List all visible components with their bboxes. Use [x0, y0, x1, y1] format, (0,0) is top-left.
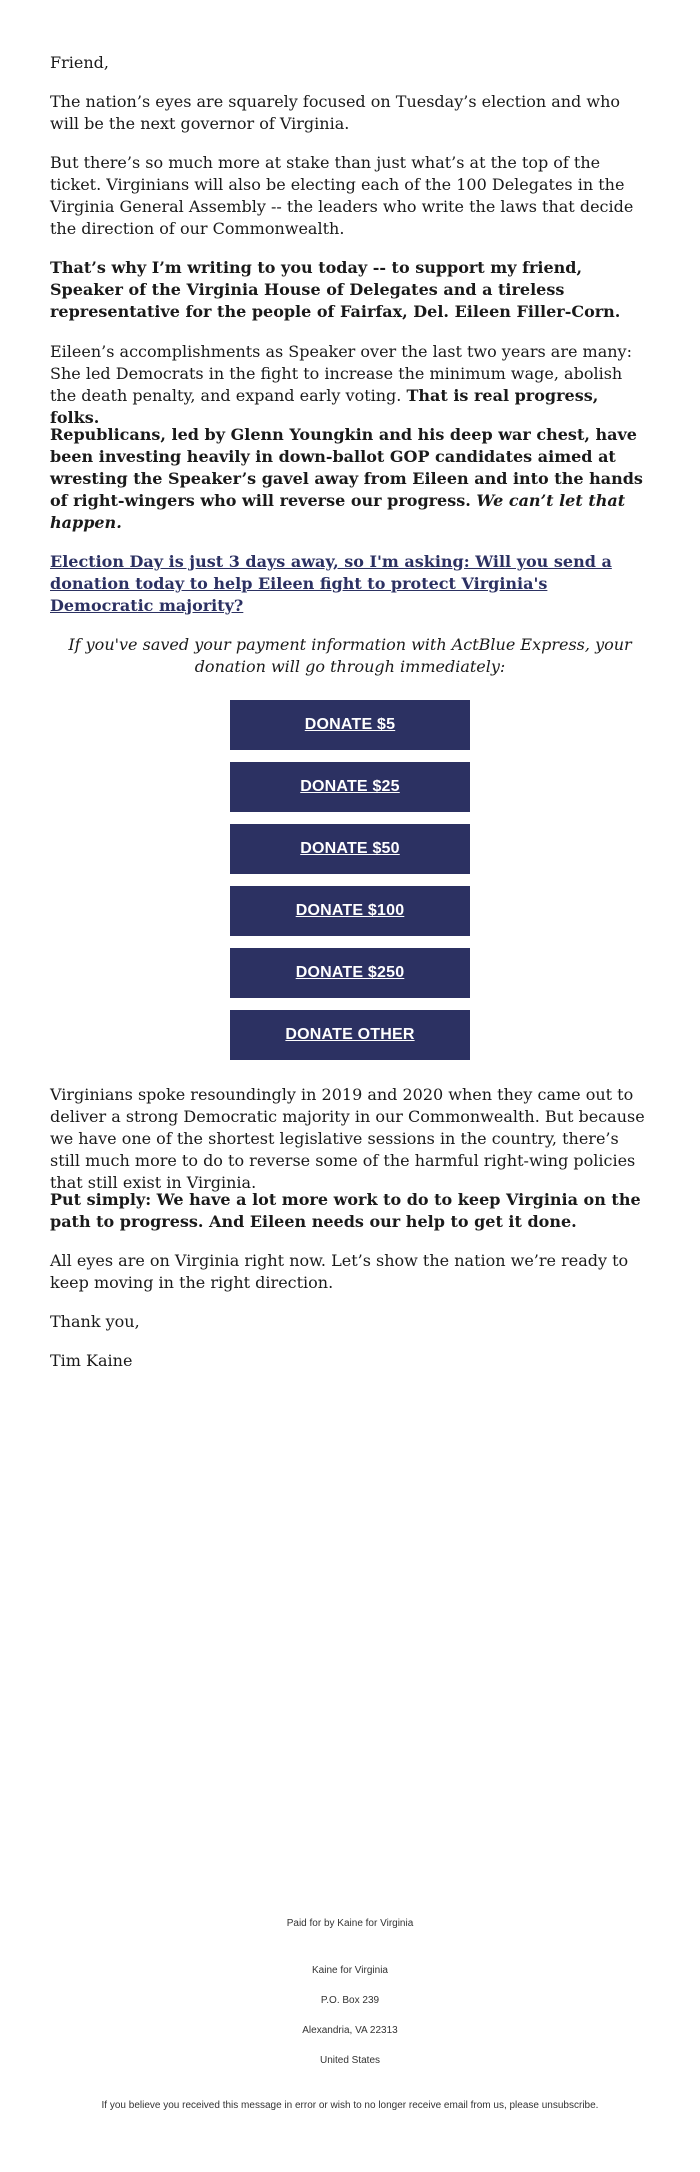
paragraph-virginians-spoke: Virginians spoke resoundingly in 2019 and 2020 when they came out to deliver a strong Democratic majority in our Commonwealth. But because we have one of the shortest legislative sessions in the country, there’s still much more to do to reverse some of the harmful right-wing policies that still exist in Virginia. [50, 1085, 645, 1192]
paragraph-republicans [50, 424, 650, 534]
sign-off: Thank you, [50, 1312, 140, 1331]
accomplishments-text: Eileen’s accomplishments as Speaker over the last two years are many: She led Democrats in the fight to increase the minimum wage, abolish the death penalty, and expand early voting. [50, 342, 632, 405]
real-progress-text: That is real progress, folks. [50, 386, 599, 427]
paragraph-accomplishments [50, 341, 650, 429]
footer-po-box: P.O. Box 239 [320, 1995, 380, 2006]
donate-buttons [230, 700, 470, 1072]
actblue-express-note: If you've saved your payment information with ActBlue Express, your donation will go through immediately: [68, 635, 632, 676]
paragraph-put-simply: Put simply: We have a lot more work to do to keep Virginia on the path to progress. And Eileen needs our help to get it done. [50, 1190, 641, 1231]
donate-50-button[interactable]: DONATE $50 [230, 824, 470, 874]
footer-unsubscribe[interactable]: If you believe you received this message in error or wish to no longer receive email from us, please unsubscribe. [101, 2100, 599, 2111]
donate-25-button[interactable]: DONATE $25 [230, 762, 470, 812]
cant-let-happen-text: We can’t let that happen. [50, 491, 626, 532]
donate-5-button[interactable]: DONATE $5 [230, 700, 470, 750]
paragraph-donation-ask [50, 551, 650, 617]
paragraph-election-focus: The nation’s eyes are squarely focused on Tuesday’s election and who will be the next governor of Virginia. [50, 92, 621, 133]
footer-country: United States [319, 2055, 381, 2066]
paragraph-support-speaker: That’s why I’m writing to you today -- to support my friend, Speaker of the Virginia House of Delegates and a tireless representative for the people of Fairfax, Del. Eileen Filler-Corn. [50, 258, 621, 321]
donate-100-button[interactable]: DONATE $100 [230, 886, 470, 936]
footer-org-name: Kaine for Virginia [312, 1965, 388, 1976]
greeting: Friend, [50, 53, 109, 72]
donation-ask-link[interactable]: Election Day is just 3 days away, so I'm asking: Will you send a donation today to help Eileen fight to protect Virginia's Democratic majority? [50, 552, 612, 615]
donate-250-button[interactable]: DONATE $250 [230, 948, 470, 998]
paragraph-all-eyes: All eyes are on Virginia right now. Let’s show the nation we’re ready to keep moving in the right direction. [50, 1251, 629, 1292]
signature: Tim Kaine [50, 1351, 133, 1370]
footer-city: Alexandria, VA 22313 [302, 2025, 398, 2036]
republicans-text: Republicans, led by Glenn Youngkin and his deep war chest, have been investing heavily in down-ballot GOP candidates aimed at wresting the Speaker’s gavel away from Eileen and into the hands of right-wingers who will reverse our progress. [50, 425, 643, 510]
donate-other-button[interactable]: DONATE OTHER [230, 1010, 470, 1060]
footer-paid-for: Paid for by Kaine for Virginia [286, 1918, 414, 1929]
paragraph-delegates: But there’s so much more at stake than just what’s at the top of the ticket. Virginians will also be electing each of the 100 Delegates in the Virginia General Assembly -- the leaders who write the laws that decide the direction of our Commonwealth. [50, 153, 634, 238]
